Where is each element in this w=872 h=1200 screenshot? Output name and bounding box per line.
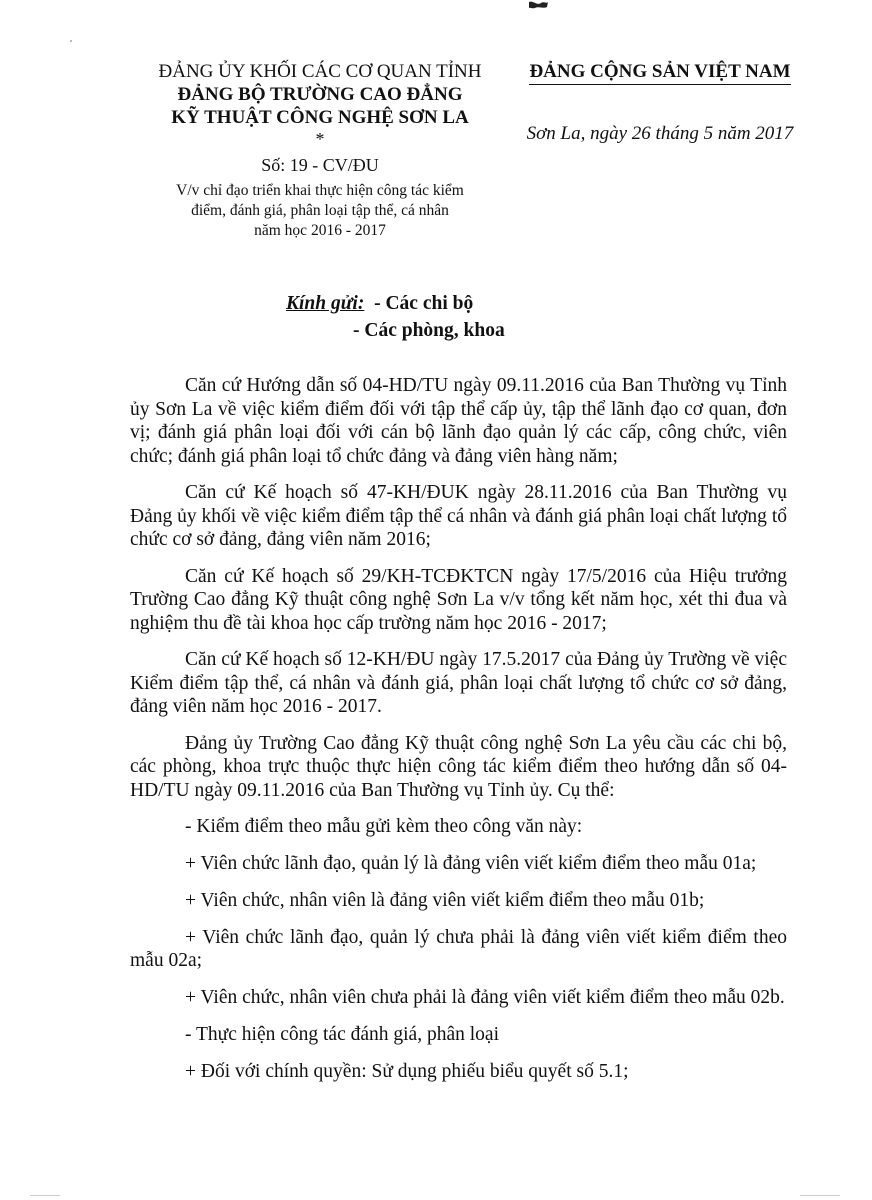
subject-line-3: năm học 2016 - 2017 [254, 222, 386, 239]
document-subject [130, 181, 510, 241]
subject-line-1: V/v chỉ đạo triển khai thực hiện công tác kiểm [176, 182, 464, 199]
recipients-block [286, 290, 505, 344]
recipients-label: Kính gửi: [286, 293, 365, 314]
list-item: + Viên chức, nhân viên là đảng viên viết kiểm điểm theo mẫu 01b; [185, 890, 705, 911]
paragraph: Căn cứ Kế hoạch số 12-KH/ĐU ngày 17.5.2017 của Đảng ủy Trường về việc Kiểm điểm tập thể, cá nhân và đánh giá, phân loại chất lượng tổ chức cơ sở đảng, đảng viên năm học 2016 - 2017. [130, 649, 787, 717]
list-item: - Thực hiện công tác đánh giá, phân loại [185, 1024, 499, 1045]
list-item: + Viên chức lãnh đạo, quản lý là đảng viên viết kiểm điểm theo mẫu 01a; [185, 853, 757, 874]
document-body [130, 374, 787, 1097]
scan-edge-line [30, 1195, 60, 1196]
parent-organization: ĐẢNG ỦY KHỐI CÁC CƠ QUAN TỈNH [158, 61, 482, 82]
star-separator: * [315, 129, 325, 149]
list-item: + Viên chức lãnh đạo, quản lý chưa phải là đảng viên viết kiểm điểm theo mẫu 02a; [130, 927, 787, 971]
scan-artifact-icon [527, 0, 549, 10]
paragraph: Căn cứ Kế hoạch số 47-KH/ĐUK ngày 28.11.2016 của Ban Thường vụ Đảng ủy khối về việc kiểm điểm tập thể cá nhân và đánh giá phân loại chất lượng tổ chức cơ sở đảng, đảng viên năm 2016; [130, 482, 787, 550]
document-number: Số: 19 - CV/ĐU [261, 155, 379, 175]
organization-line-3: KỸ THUẬT CÔNG NGHỆ SƠN LA [171, 107, 469, 128]
scan-edge-line [800, 1195, 840, 1196]
list-item: - Kiểm điểm theo mẫu gửi kèm theo công văn này: [185, 816, 583, 837]
national-header-block [510, 60, 810, 145]
organization-line-2: ĐẢNG BỘ TRƯỜNG CAO ĐẲNG [177, 84, 463, 105]
issue-date: Sơn La, ngày 26 tháng 5 năm 2017 [526, 123, 794, 144]
issuing-authority-block [130, 60, 510, 241]
paragraph: Đảng ủy Trường Cao đẳng Kỹ thuật công nghệ Sơn La yêu cầu các chi bộ, các phòng, khoa trực thuộc thực hiện công tác kiểm điểm theo hướng dẫn số 04-HD/TU ngày 09.11.2016 của Ban Thường vụ Tỉnh ủy. Cụ thể: [130, 732, 787, 801]
list-item: + Đối với chính quyền: Sử dụng phiếu biểu quyết số 5.1; [185, 1061, 629, 1082]
paragraph: Căn cứ Hướng dẫn số 04-HD/TU ngày 09.11.2016 của Ban Thường vụ Tỉnh ủy Sơn La về việc kiểm điểm đối với tập thể cấp ủy, tập thể lãnh đạo cơ quan, đơn vị; đánh giá phân loại đối với cán bộ lãnh đạo quản lý các cấp, công chức, viên chức; đánh giá phân loại tổ chức đảng và đảng viên hàng năm; [130, 375, 787, 467]
scan-speck [70, 40, 72, 42]
list-item: + Viên chức, nhân viên chưa phải là đảng viên viết kiểm điểm theo mẫu 02b. [185, 987, 785, 1008]
recipient-item: - Các phòng, khoa [353, 320, 505, 341]
subject-line-2: điểm, đánh giá, phân loại tập thể, cá nhân [191, 202, 449, 219]
paragraph: Căn cứ Kế hoạch số 29/KH-TCĐKTCN ngày 17/5/2016 của Hiệu trưởng Trường Cao đẳng Kỹ thuật công nghệ Sơn La v/v tổng kết năm học, xét thi đua và nghiệm thu đề tài khoa học cấp trường năm học 2016 - 2017; [130, 565, 787, 634]
recipient-item: - Các chi bộ [374, 293, 474, 314]
party-name: ĐẢNG CỘNG SẢN VIỆT NAM [529, 60, 790, 85]
